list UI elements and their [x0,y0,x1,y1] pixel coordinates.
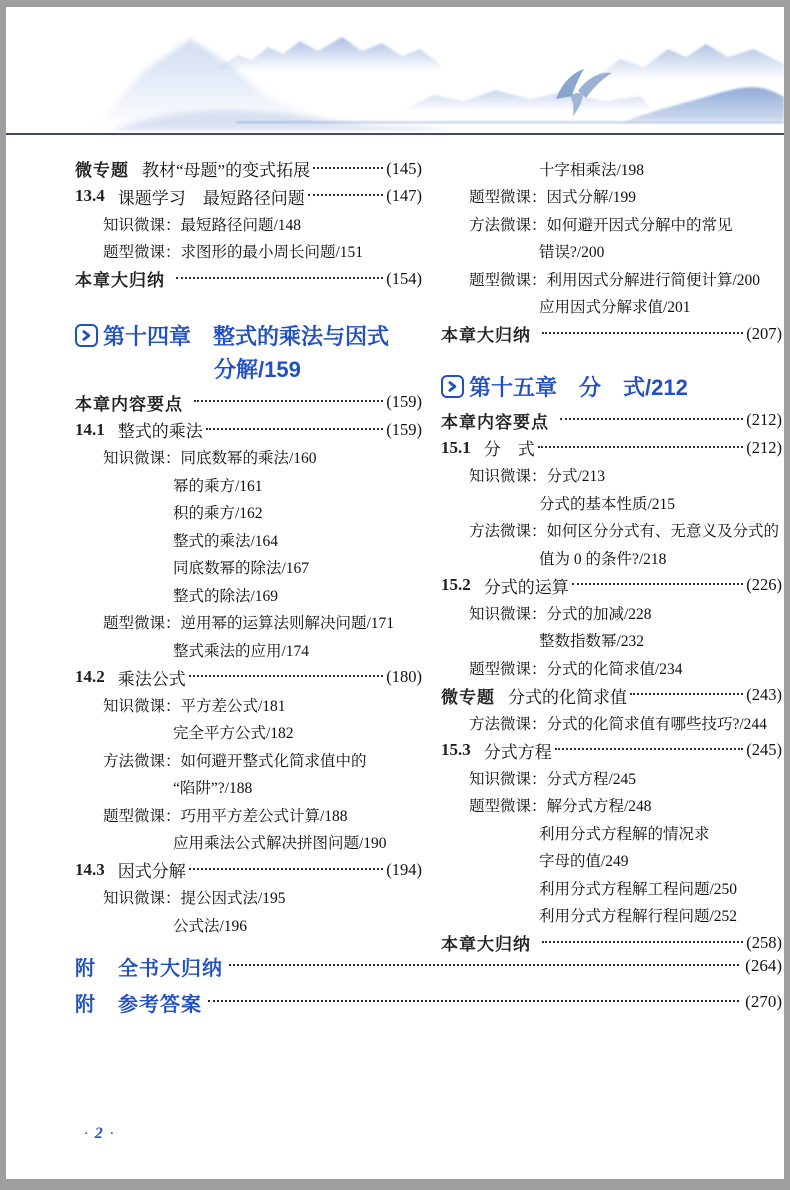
chapter-title: 第十四章 整式的乘法与因式 [103,323,390,349]
toc-summary-item [75,389,422,417]
toc-sub-text: 利用分式方程解行程问题/252 [539,908,738,926]
toc-item-number: 15.3 [441,740,471,760]
toc-sub-item [75,636,422,664]
dot-leader [560,418,743,420]
toc-sub-item [441,902,782,930]
toc-sub-item [75,210,422,238]
toc-sub-text: 知识微课：最短路径问题/148 [103,216,302,234]
toc-sub-text: 题型微课：因式分解/199 [469,189,637,207]
toc-sub-item [441,544,782,572]
toc-sub-item [441,238,782,266]
toc-sub-text: 幂的乘方/161 [173,477,263,495]
toc-sub-text: 方法微课：如何避开整式化简求值中的 [103,752,367,770]
chapter-title: 分解/159 [214,356,301,382]
dot-leader [555,748,744,750]
toc-sub-text: 题型微课：分式的化简求值/234 [469,660,683,678]
toc-sub-item [441,874,782,902]
toc-sub-text: 题型微课：巧用平方差公式计算/188 [103,807,348,825]
dot-leader [542,332,743,334]
toc-sub-text: 整数指数幂/232 [539,633,645,651]
appendix-item [75,948,782,984]
toc-sub-text: 值为 0 的条件?/218 [539,550,667,568]
toc-item [441,572,782,600]
toc-sub-item [75,719,422,747]
toc-sub-text: 题型微课：求图形的最小周长问题/151 [103,244,364,262]
toc-sub-item [75,801,422,829]
toc-sub-item [75,774,422,802]
toc-sub-text: 利用分式方程解的情况求 [539,825,710,843]
dot-leader [538,446,744,448]
toc-sub-item [441,847,782,875]
toc-sub-text: 整式乘法的应用/174 [173,642,310,660]
dot-leader [176,277,383,279]
toc-sub-text: 方法微课：如何区分分式有、无意义及分式的 [469,523,780,541]
toc-sub-text: 应用乘法公式解决拼图问题/190 [173,835,387,853]
toc-sub-text: 知识微课：同底数幂的乘法/160 [103,450,317,468]
toc-item [75,416,422,444]
toc-item-number: 15.2 [441,575,471,595]
toc-sub-item [441,819,782,847]
chapter-play-icon [75,324,98,347]
appendix-page: (270) [745,992,782,1011]
toc-item-label: 微专题 [441,687,495,707]
toc-sub-text: 整式的除法/169 [173,587,279,605]
toc-item [75,664,422,692]
toc-footer [75,948,782,1020]
toc-sub-item [441,709,782,737]
toc-sub-text: 积的乘方/162 [173,505,263,523]
toc-sub-text: 整式的乘法/164 [173,532,279,550]
toc-gap [75,293,422,309]
mountain-landscape-art [6,7,784,131]
toc-sub-text: 题型微课：逆用幂的运算法则解决问题/171 [103,615,395,633]
toc-sub-item [75,829,422,857]
dot-leader [313,167,383,169]
appendix-prefix: 附 [75,993,96,1016]
dot-leader [206,428,384,430]
toc-sub-text: 知识微课：分式的加减/228 [469,605,652,623]
appendix-title: 参考答案 [118,993,202,1016]
toc-sub-text: 知识微课：提公因式法/195 [103,890,286,908]
toc-item [441,737,782,765]
toc-sub-item [75,746,422,774]
toc-summary-item [441,320,782,348]
toc-sub-text: 方法微课：分式的化简求值有哪些技巧?/244 [469,715,767,733]
toc-item-page: (194) [386,859,422,879]
toc-sub-item [75,471,422,499]
toc-item [441,682,782,710]
dot-leader [542,941,743,943]
toc-summary-page: (207) [746,323,782,343]
toc-item [441,434,782,462]
toc-sub-item [441,792,782,820]
toc-item-number: 14.1 [75,419,105,439]
toc-sub-text: 应用因式分解求值/201 [539,299,691,317]
toc-summary-page: (258) [746,932,782,952]
toc-item-title: 课题学习 最短路径问题 [117,188,305,208]
toc-column-left [75,155,422,957]
toc-item-page: (226) [746,575,782,595]
toc-sub-text: 十字相乘法/198 [539,161,645,179]
toc-sub-text: 知识微课：平方差公式/181 [103,697,286,715]
toc-sub-text: 错误?/200 [539,244,605,262]
appendix-item [75,984,782,1020]
chapter-heading [441,370,782,403]
toc-item-page: (145) [386,158,422,178]
dot-leader [189,868,384,870]
dot-leader [308,194,384,196]
toc-sub-item [441,210,782,238]
chapter-heading-line [75,352,422,385]
toc-sub-item [441,462,782,490]
toc-item-page: (159) [386,419,422,439]
dot-leader [194,400,383,402]
toc-sub-item [441,599,782,627]
toc-item-title: 分式方程 [483,742,552,762]
toc-sub-item [75,911,422,939]
chapter-heading [75,319,422,385]
page-number-value: 2 [94,1125,103,1142]
toc-item-number: 14.2 [75,667,105,687]
toc-sub-item [441,183,782,211]
toc-item [75,856,422,884]
toc-sub-text: 分式的基本性质/215 [539,495,676,513]
toc-item-title: 分式的运算 [483,577,569,597]
toc-item-number: 13.4 [75,186,105,206]
toc-sub-item [441,293,782,321]
toc-summary-page: (159) [386,392,422,412]
appendix-prefix: 附 [75,957,96,980]
chapter-heading-line [441,370,782,403]
toc-gap [441,348,782,360]
toc-item-label: 微专题 [75,161,129,181]
dot-leader [189,675,384,677]
page-number-left-dot: · [84,1125,88,1142]
chapter-title: 第十五章 分 式/212 [469,374,688,400]
toc-item-page: (180) [386,667,422,687]
toc-sub-item [75,609,422,637]
toc-item [75,155,422,183]
toc-sub-text: 同底数幂的除法/167 [173,560,310,578]
toc-sub-text: 方法微课：如何避开因式分解中的常见 [469,216,733,234]
toc-sub-item [75,884,422,912]
toc-sub-item [441,517,782,545]
toc-sub-text: 公式法/196 [173,917,248,935]
toc-summary-item [75,265,422,293]
toc-item-title: 乘法公式 [117,669,186,689]
dot-leader [229,964,739,966]
toc-sub-item [75,444,422,472]
toc-sub-text: 利用分式方程解工程问题/250 [539,880,738,898]
toc-sub-text: 题型微课：利用因式分解进行简便计算/200 [469,271,761,289]
appendix-page: (264) [745,956,782,975]
toc-sub-item [441,155,782,183]
toc-summary-title: 本章大归纳 [441,326,531,346]
dot-leader [208,1000,739,1002]
toc-sub-item [75,238,422,266]
chapter-heading-line [75,319,422,352]
toc-sub-text: 题型微课：解分式方程/248 [469,798,652,816]
toc-summary-item [441,407,782,435]
toc-sub-item [75,554,422,582]
toc-sub-text: “陷阱”?/188 [173,780,253,798]
toc-item-page: (245) [746,740,782,760]
chapter-play-icon [441,375,464,398]
toc-item-page: (147) [386,186,422,206]
toc-sub-item [441,627,782,655]
toc-item-page: (243) [746,685,782,705]
dot-leader [630,693,743,695]
toc-sub-item [75,581,422,609]
toc-sub-item [441,764,782,792]
page-number [84,1125,114,1143]
toc-item-title: 分 式 [483,440,535,460]
toc-summary-page: (154) [386,268,422,288]
toc-sub-item [75,691,422,719]
toc-summary-page: (212) [746,410,782,430]
toc-item-title: 分式的化简求值 [508,687,627,707]
header-divider-rule [6,133,784,135]
toc-column-right [441,155,782,957]
toc-summary-title: 本章内容要点 [75,394,183,414]
toc-item-title: 整式的乘法 [117,422,203,442]
toc-sub-text: 知识微课：分式/213 [469,468,606,486]
toc-summary-title: 本章内容要点 [441,412,549,432]
toc-sub-item [441,654,782,682]
toc-sub-item [75,526,422,554]
toc-columns [75,155,782,957]
toc-summary-title: 本章大归纳 [441,935,531,955]
book-page [6,7,784,1179]
toc-sub-text: 字母的值/249 [539,853,629,871]
page-number-right-dot: · [109,1125,114,1142]
toc-sub-item [75,499,422,527]
appendix-title: 全书大归纳 [118,957,223,980]
toc-sub-text: 完全平方公式/182 [173,725,294,743]
toc-item-title: 因式分解 [117,862,186,882]
toc-item [75,183,422,211]
toc-item-page: (212) [746,437,782,457]
toc-sub-item [441,265,782,293]
toc-item-title: 教材“母题”的变式拓展 [142,161,311,181]
header-watercolor-art [6,7,784,131]
toc-sub-item [441,489,782,517]
toc-item-number: 15.1 [441,437,471,457]
toc-sub-text: 知识微课：分式方程/245 [469,770,637,788]
toc-item-number: 14.3 [75,859,105,879]
dot-leader [572,583,744,585]
toc-summary-title: 本章大归纳 [75,271,165,291]
